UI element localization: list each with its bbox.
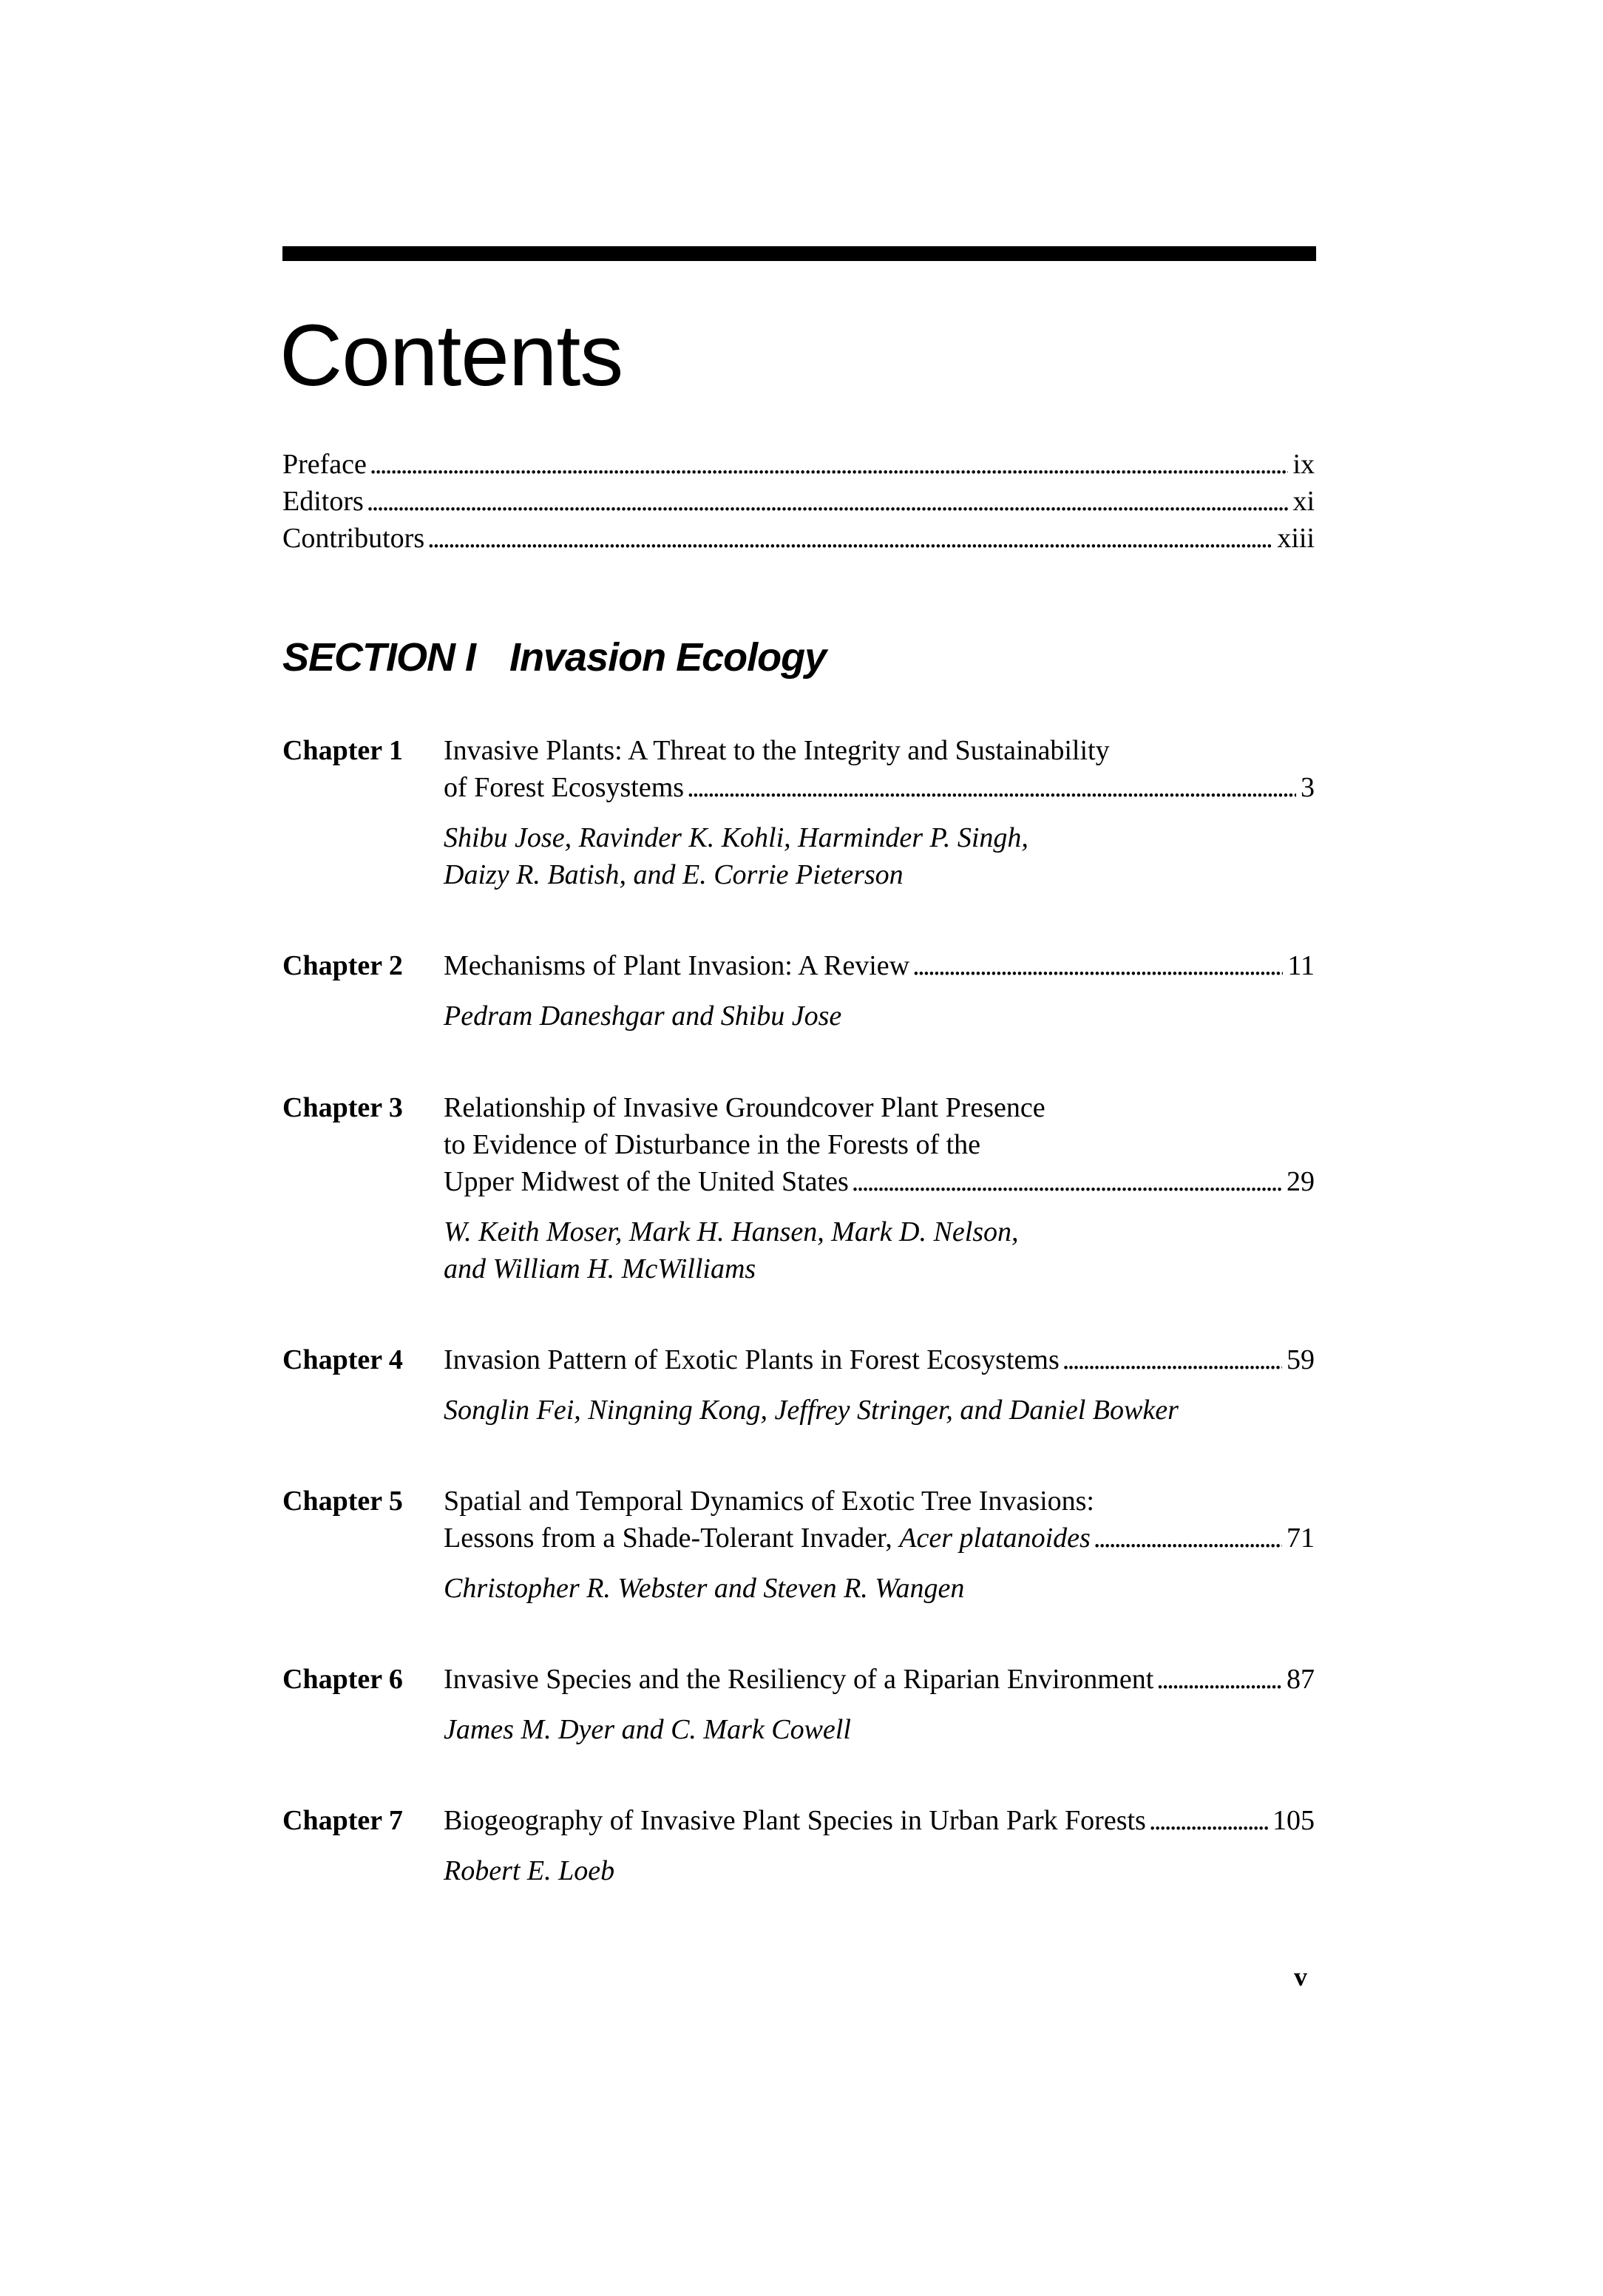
chapter-label: Chapter 6: [282, 1664, 403, 1695]
front-matter-list: [282, 446, 1315, 557]
chapter-body: [444, 1089, 1315, 1287]
section-heading: [282, 635, 827, 680]
chapter-title-roman: Lessons from a Shade-Tolerant Invader,: [444, 1523, 892, 1554]
dot-leader: [427, 520, 1272, 557]
chapter-title-text: Biogeography of Invasive Plant Species in Urban Park Forests: [444, 1805, 1146, 1836]
author-line: W. Keith Moser, Mark H. Hansen, Mark D. Nelson,: [444, 1216, 1019, 1247]
chapter-authors: [444, 1392, 1315, 1429]
chapter-body: [444, 1661, 1315, 1748]
page-title: Contents: [279, 307, 623, 404]
chapter-title-last-line: [444, 769, 1315, 806]
chapter-authors: [444, 998, 1315, 1034]
chapter-page: 87: [1287, 1664, 1315, 1695]
author-line: James M. Dyer and C. Mark Cowell: [444, 1714, 851, 1745]
author-line: Christopher R. Webster and Steven R. Wangen: [444, 1573, 965, 1604]
toc-entry-contributors[interactable]: [282, 520, 1315, 557]
author-line: Songlin Fei, Ningning Kong, Jeffrey Stringer, and Daniel Bowker: [444, 1395, 1179, 1426]
dot-leader: [1149, 1802, 1268, 1839]
dot-leader: [687, 769, 1296, 806]
chapter-authors: [444, 819, 1315, 893]
toc-entry-page: xiii: [1277, 523, 1315, 554]
toc-entry-label: Contributors: [282, 523, 425, 554]
author-line: Robert E. Loeb: [444, 1855, 615, 1886]
chapter-authors: [444, 1213, 1315, 1287]
section-number: SECTION I: [282, 635, 476, 680]
chapter-title-text: Invasive Species and the Resiliency of a Riparian Environment: [444, 1664, 1154, 1695]
chapter-title-line: Spatial and Temporal Dynamics of Exotic Tree Invasions:: [444, 1486, 1094, 1517]
chapter-title-italic: Acer platanoides: [899, 1523, 1091, 1554]
dot-leader: [1063, 1341, 1282, 1378]
chapter-title-line: Invasive Plants: A Threat to the Integrity and Sustainability: [444, 735, 1110, 766]
chapter-title-last-line: [444, 1341, 1315, 1378]
chapter-body: [444, 732, 1315, 893]
chapter-title-text: Invasion Pattern of Exotic Plants in Forest Ecosystems: [444, 1344, 1060, 1375]
chapter-label: Chapter 5: [282, 1486, 403, 1517]
chapter-page: 11: [1287, 950, 1315, 981]
page-folio: v: [1294, 1962, 1307, 1991]
top-rule: [282, 246, 1316, 261]
dot-leader: [1156, 1661, 1282, 1698]
author-line: Pedram Daneshgar and Shibu Jose: [444, 1000, 842, 1032]
chapter-page: 59: [1287, 1344, 1315, 1375]
chapter-page: 29: [1287, 1166, 1315, 1197]
chapter-title-text: Mechanisms of Plant Invasion: A Review: [444, 950, 910, 981]
chapter-title-line: to Evidence of Disturbance in the Forests of the: [444, 1129, 981, 1160]
chapter-title-last-line: [444, 947, 1315, 984]
chapter-page: 3: [1301, 772, 1315, 803]
toc-entry-editors[interactable]: [282, 483, 1315, 520]
chapter-title-line: Relationship of Invasive Groundcover Plant Presence: [444, 1092, 1045, 1123]
chapter-page: 71: [1287, 1523, 1315, 1554]
chapter-label: Chapter 1: [282, 735, 403, 766]
dot-leader: [912, 947, 1283, 984]
author-line: and William H. McWilliams: [444, 1253, 756, 1284]
chapter-title-last-line: [444, 1661, 1315, 1698]
chapter-title-last-line: [444, 1520, 1315, 1557]
chapter-label: Chapter 4: [282, 1344, 403, 1375]
toc-entry-label: Preface: [282, 449, 367, 480]
dot-leader: [1094, 1520, 1282, 1557]
chapter-title-last-line: [444, 1163, 1315, 1200]
chapter-title-text: of Forest Ecosystems: [444, 772, 685, 803]
chapter-label: Chapter 2: [282, 950, 403, 981]
dot-leader: [367, 483, 1289, 520]
chapter-label: Chapter 7: [282, 1805, 403, 1836]
chapter-authors: [444, 1711, 1315, 1748]
dot-leader: [370, 446, 1289, 483]
toc-entry-page: ix: [1292, 449, 1315, 480]
chapter-title-last-line: [444, 1802, 1315, 1839]
chapter-body: [444, 947, 1315, 1034]
toc-entry-label: Editors: [282, 486, 364, 517]
chapter-title-text: Upper Midwest of the United States: [444, 1166, 849, 1197]
chapter-page: 105: [1272, 1805, 1315, 1836]
toc-entry-page: xi: [1292, 486, 1315, 517]
dot-leader: [852, 1163, 1282, 1200]
chapter-body: [444, 1341, 1315, 1429]
chapter-authors: [444, 1570, 1315, 1607]
chapter-authors: [444, 1852, 1315, 1889]
chapter-body: [444, 1483, 1315, 1607]
author-line: Shibu Jose, Ravinder K. Kohli, Harminder P. Singh,: [444, 822, 1028, 853]
chapter-body: [444, 1802, 1315, 1889]
chapter-label: Chapter 3: [282, 1092, 403, 1123]
toc-entry-preface[interactable]: [282, 446, 1315, 483]
chapter-title-text: [444, 1520, 1091, 1557]
section-title: Invasion Ecology: [509, 635, 827, 680]
author-line: Daizy R. Batish, and E. Corrie Pieterson: [444, 859, 904, 890]
